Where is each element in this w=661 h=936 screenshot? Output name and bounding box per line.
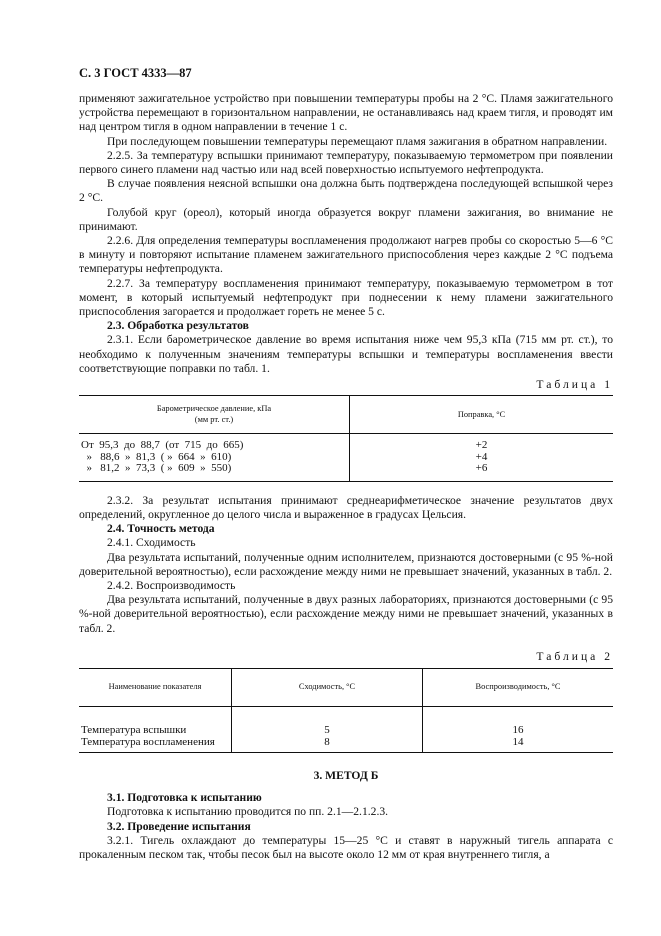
table-row-value: 8 [324,735,330,748]
table1-caption: Таблица 1 [536,378,613,392]
table-row-correction: +6 [475,462,488,475]
paragraph: 2.3.1. Если барометрическое давление во время испытания ниже чем 95,3 кПа (715 мм рт. ст.), то необходимо к полученным значениям температуры вспышки и температуры воспламенения ввести соответствующие поправки по табл. 1. [79,333,613,375]
paragraph: 2.2.6. Для определения температуры воспламенения продолжают нагрев пробы со скоростью 5—6 °С в минуту и повторяют испытание пламенем зажигательного приспособления через каждые 2 °С подъема температуры нефтепродукта. [79,234,613,276]
table-1 [79,395,613,482]
section-3-title: 3. МЕТОД Б [313,769,379,782]
paragraph: Подготовка к испытанию проводится по пп. 2.1—2.1.2.3. [107,805,389,819]
paragraph: 2.2.5. За температуру вспышки принимают температуру, показываемую термометром при появлении первого синего пламени над частью или над всей поверхностью испытуемого нефтепродукта. [79,148,613,177]
page-header: С. 3 ГОСТ 4333—87 [79,66,192,80]
table1-pressure-cell [79,434,350,482]
table-row-correction: +2 [475,439,488,452]
table-row-value: 14 [512,735,524,748]
table-row-correction: +4 [475,450,488,463]
table-row-range: » 81,2 » 73,3 ( » 609 » 550) [81,462,232,475]
paragraph: Два результата испытаний, полученные одним исполнителем, признаются достоверными (с 95 %-ной доверительной вероятностью), если расхождение между ними не превышает значений, указанных в табл. 2. [79,550,613,578]
table-row-range: » 88,6 » 81,3 ( » 664 » 610) [81,450,232,463]
table-row-name: Температура воспламенения [81,735,215,748]
paragraph: Два результата испытаний, полученные в двух разных лабораториях, признаются достоверными (с 95 %-ной доверительной вероятностью), если расхождение между ними не превышает значений, указанных в табл. 2. [79,593,613,635]
section-heading: 3.1. Подготовка к испытанию [107,791,262,805]
top-paragraphs [79,92,613,376]
table1-correction-cell [350,434,614,482]
table2-indicator-cell [79,707,232,753]
paragraph: Голубой круг (ореол), который иногда образуется вокруг пламени зажигания, во внимание не принимают. [79,205,613,233]
paragraph: 2.4.2. Воспроизводимость [107,578,236,592]
paragraph: 2.3.2. За результат испытания принимают среднеарифметическое значение результатов двух определений, округленное до целого числа и выраженное в градусах Цельсия. [79,493,613,521]
table-row-name: Температура вспышки [81,724,187,736]
paragraph: При последующем повышении температуры перемещают пламя зажигания в обратном направлении. [107,134,608,148]
table1-header-correction: Поправка, °С [350,396,614,434]
table-2 [79,668,613,753]
table-row-value: 5 [324,724,330,736]
table-row-range: От 95,3 до 88,7 (от 715 до 665) [81,439,244,452]
page-body [79,92,613,862]
table2-reproducibility-cell [423,707,614,753]
table2-header-reproducibility: Воспроизводимость, °С [423,669,614,707]
paragraph: В случае появления неясной вспышки она должна быть подтверждена последующей вспышкой через 2 °С. [79,177,613,205]
section-heading: 3.2. Проведение испытания [107,819,251,833]
paragraph: применяют зажигательное устройство при повышении температуры пробы на 2 °С. Пламя зажигательного устройства перемещают в горизонтальном направлении, не останавливаясь над краем тигля, и проводят им над центром тигля в одном направлении в течение 1 с. [79,92,613,134]
middle-paragraphs [79,494,613,636]
bottom-paragraphs [79,791,613,862]
table-row-value: 16 [512,724,524,736]
table2-caption: Таблица 2 [536,649,613,663]
table2-header-repeatability: Сходимость, °С [232,669,423,707]
table1-header-pressure: Барометрическое давление, кПа (мм рт. ст.) [79,396,350,434]
table2-repeatability-cell [232,707,423,753]
paragraph: 2.4.1. Сходимость [107,536,196,550]
section-heading: 2.3. Обработка результатов [107,319,249,333]
table2-header-indicator: Наименование показателя [79,669,232,707]
paragraph: 2.2.7. За температуру воспламенения принимают температуру, показываемую термометром в тот момент, в который испытуемый нефтепродукт при поднесении к нему пламени зажигательного приспособления загорается и продолжает гореть не менее 5 с. [79,276,613,319]
section-heading: 2.4. Точность метода [107,522,215,536]
paragraph: 3.2.1. Тигель охлаждают до температуры 15—25 °С и ставят в наружный тигель аппарата с прокаленным песком так, чтобы песок был на высоте около 12 мм от края внутреннего тигля, а [79,833,613,862]
